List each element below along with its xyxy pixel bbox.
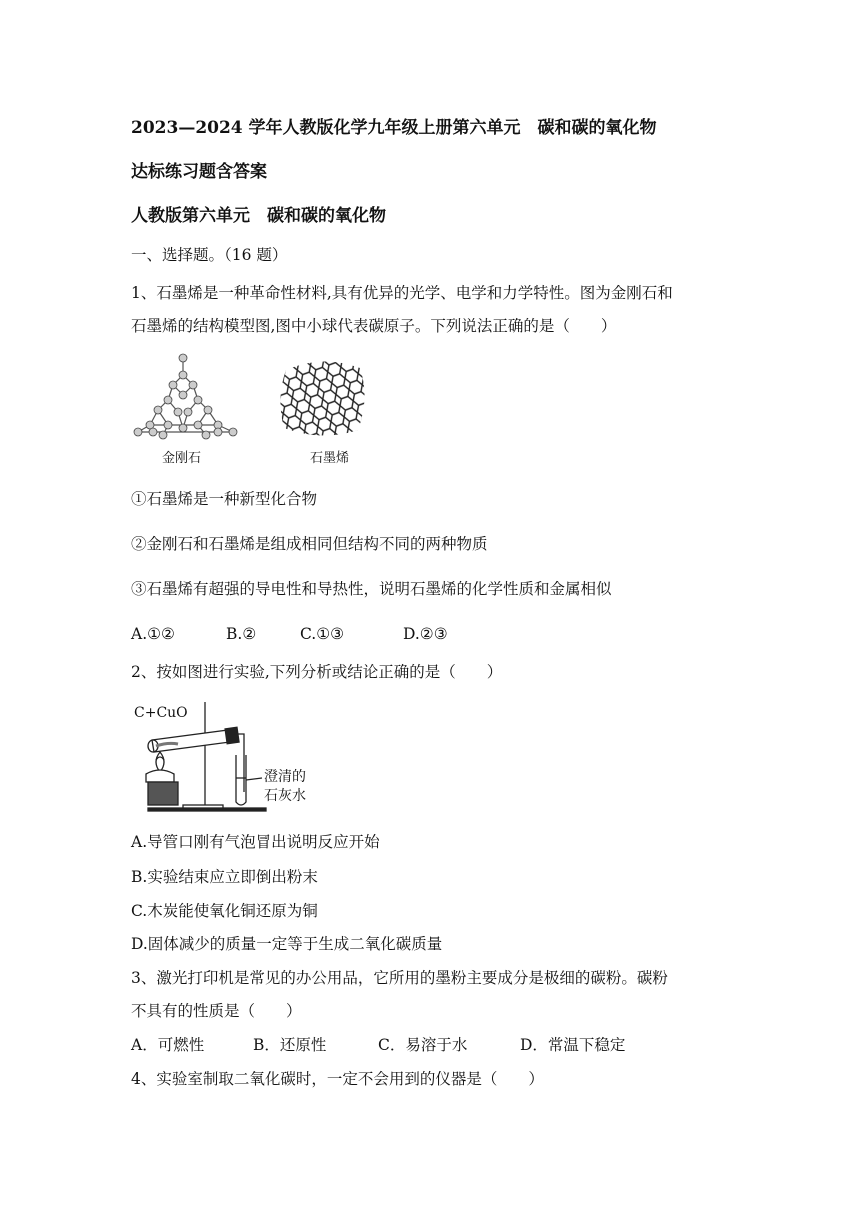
- q3-stem-line-2: 不具有的性质是（ ）: [131, 1002, 302, 1020]
- document-title-line-2: 达标练习题含答案: [131, 162, 267, 182]
- q1-stem-line-1: 1、石墨烯是一种革命性材料,具有优异的光学、电学和力学特性。图为金刚石和: [131, 284, 673, 302]
- carbon-reduction-apparatus-figure: [128, 700, 278, 820]
- q3-choice-d[interactable]: D．常温下稳定: [520, 1036, 626, 1054]
- q2-option-a[interactable]: A.导管口刚有气泡冒出说明反应开始: [131, 833, 380, 851]
- q2-stem: 2、按如图进行实验,下列分析或结论正确的是（ ）: [131, 663, 503, 681]
- q3-choices: [131, 1035, 625, 1055]
- q3-choice-a[interactable]: A．可燃性: [131, 1036, 205, 1054]
- q1-statement-3: ③石墨烯有超强的导电性和导热性，说明石墨烯的化学性质和金属相似: [131, 580, 612, 598]
- document-subtitle: 人教版第六单元 碳和碳的氧化物: [131, 206, 386, 226]
- limewater-label-line-2: 石灰水: [264, 788, 306, 804]
- document-title-line-1: 2023—2024 学年人教版化学九年级上册第六单元 碳和碳的氧化物: [131, 118, 657, 138]
- q1-stem-line-2: 石墨烯的结构模型图,图中小球代表碳原子。下列说法正确的是（ ）: [131, 317, 617, 335]
- limewater-label-line-1: 澄清的: [264, 769, 306, 785]
- q1-choice-b[interactable]: B.②: [226, 625, 257, 643]
- q2-option-b[interactable]: B.实验结束应立即倒出粉末: [131, 868, 318, 886]
- q1-choices: [131, 624, 448, 644]
- q3-choice-b[interactable]: B．还原性: [253, 1036, 327, 1054]
- section-heading: 一、选择题。（16 题）: [131, 246, 288, 264]
- diamond-label: 金刚石: [162, 451, 202, 466]
- q4-stem: 4、实验室制取二氧化碳时，一定不会用到的仪器是（ ）: [131, 1070, 544, 1088]
- q1-choice-c[interactable]: C.①③: [300, 625, 345, 643]
- q1-statement-1: ①石墨烯是一种新型化合物: [131, 490, 318, 508]
- q1-choice-a[interactable]: A.①②: [131, 625, 175, 643]
- diamond-structure-figure: [128, 350, 248, 445]
- q2-option-d[interactable]: D.固体减少的质量一定等于生成二氧化碳质量: [131, 935, 443, 953]
- graphene-label: 石墨烯: [310, 451, 350, 466]
- q3-stem-line-1: 3、激光打印机是常见的办公用品，它所用的墨粉主要成分是极细的碳粉。碳粉: [131, 969, 668, 987]
- q1-choice-d[interactable]: D.②③: [403, 625, 448, 643]
- reactant-label: C+CuO: [134, 705, 188, 721]
- q1-statement-2: ②金刚石和石墨烯是组成相同但结构不同的两种物质: [131, 535, 488, 553]
- q2-option-c[interactable]: C.木炭能使氧化铜还原为铜: [131, 902, 318, 920]
- graphene-structure-figure: [278, 358, 368, 438]
- q3-choice-c[interactable]: C．易溶于水: [378, 1036, 468, 1054]
